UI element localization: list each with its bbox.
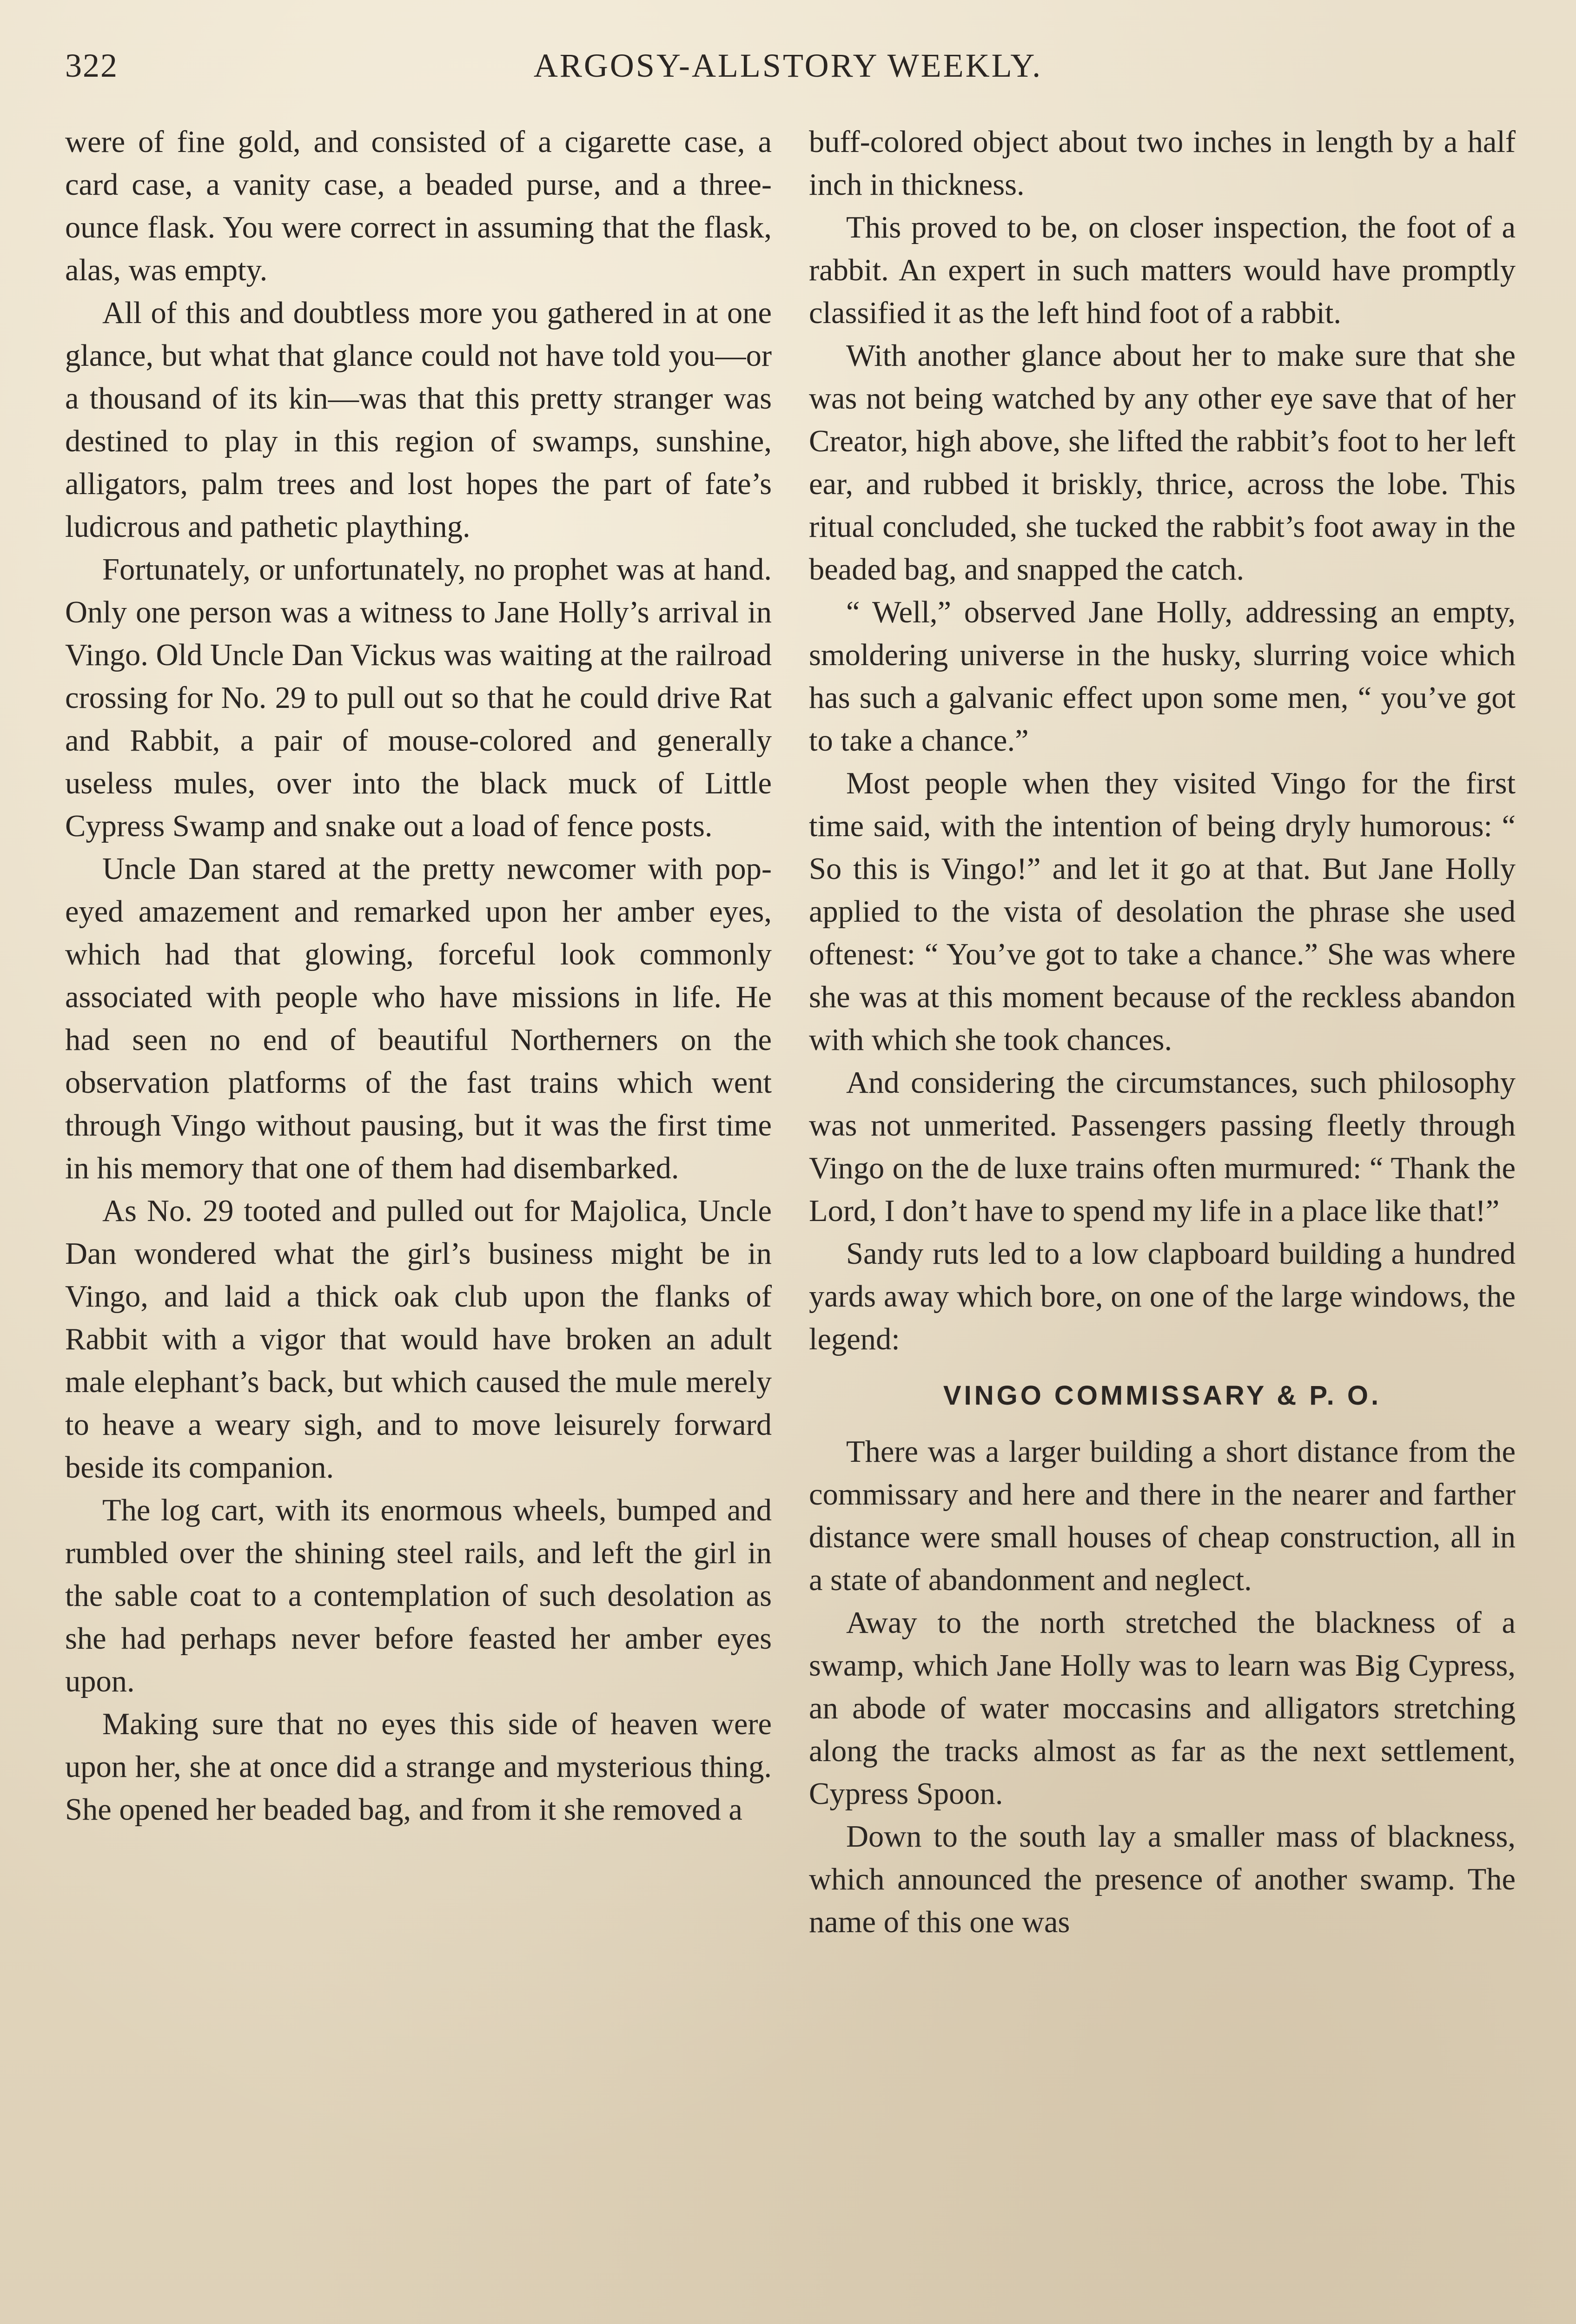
paragraph: Uncle Dan stared at the pretty newcomer with pop-eyed amazement and remarked upon her amber eyes, which had that glowing, forceful look commonly associated with people who have missions in life. He had seen no end of beautiful Northerners on the observation platforms of the fast trains which went through Vingo without pausing, but it was the first time in his memory that one of them had disembarked. <box>65 852 772 1185</box>
paragraph: Making sure that no eyes this side of heaven were upon her, she at once did a strange and mysterious thing. She opened her beaded bag, and from it she removed a <box>65 1707 772 1827</box>
paragraph: “ Well,” observed Jane Holly, addressing an empty, smoldering universe in the husky, slurring voice which has such a galvanic effect upon some men, “ you’ve got to take a chance.” <box>809 595 1516 758</box>
paragraph: With another glance about her to make sure that she was not being watched by any other eye save that of her Creator, high above, she lifted the rabbit’s foot to her left ear, and rubbed it briskly, thrice, across the lobe. This ritual concluded, she tucked the rabbit’s foot away in the beaded bag, and snapped the catch. <box>809 339 1516 587</box>
running-head-title: ARGOSY-ALLSTORY WEEKLY. <box>533 47 1043 84</box>
paragraph: There was a larger building a short distance from the commissary and here and there in the nearer and farther distance were small houses of cheap construction, all in a state of abandonment and neglect. <box>809 1435 1516 1597</box>
left-column <box>65 121 772 1831</box>
paragraph: All of this and doubtless more you gathered in at one glance, but what that glance could not have told you—or a thousand of its kin—was that this pretty stranger was destined to play in this region of swamps, sunshine, alligators, palm trees and lost hopes the part of fate’s ludicrous and pathetic plaything. <box>65 296 772 544</box>
paragraph: Fortunately, or unfortunately, no prophet was at hand. Only one person was a witness to Jane Holly’s arrival in Vingo. Old Uncle Dan Vickus was waiting at the railroad crossing for No. 29 to pull out so that he could drive Rat and Rabbit, a pair of mouse-colored and generally useless mules, over into the black muck of Little Cypress Swamp and snake out a load of fence posts. <box>65 553 772 843</box>
paragraph: Away to the north stretched the blackness of a swamp, which Jane Holly was to learn was Big Cypress, an abode of water moccasins and alligators stretching along the tracks almost as far as the next settlement, Cypress Spoon. <box>809 1606 1516 1811</box>
paragraph: Sandy ruts led to a low clapboard building a hundred yards away which bore, on one of the large windows, the legend: <box>809 1237 1516 1356</box>
paragraph: As No. 29 tooted and pulled out for Majolica, Uncle Dan wondered what the girl’s business might be in Vingo, and laid a thick oak club upon the flanks of Rabbit with a vigor that would have broken an adult male elephant’s back, but which caused the mule merely to heave a weary sigh, and to move leisurely forward beside its companion. <box>65 1194 772 1485</box>
sign-legend: VINGO COMMISSARY & P. O. <box>943 1380 1382 1411</box>
paragraph: Most people when they visited Vingo for the first time said, with the intention of being dryly humorous: “ So this is Vingo!” and let it go at that. But Jane Holly applied to the vista of desolation the phrase she used oftenest: “ You’ve got to take a chance.” She was where she was at this moment because of the reckless abandon with which she took chances. <box>809 766 1516 1057</box>
paragraph: were of fine gold, and consisted of a cigarette case, a card case, a vanity case, a beaded purse, and a three-ounce flask. You were correct in assuming that the flask, alas, was empty. <box>65 125 772 287</box>
paragraph: The log cart, with its enormous wheels, bumped and rumbled over the shining steel rails, and left the girl in the sable coat to a contemplation of such desolation as she had perhaps never before feasted her amber eyes upon. <box>65 1493 772 1698</box>
paragraph: And considering the circumstances, such philosophy was not unmerited. Passengers passing fleetly through Vingo on the de luxe trains often murmured: “ Thank the Lord, I don’t have to spend my life in a place like that!” <box>809 1066 1516 1228</box>
paragraph: buff-colored object about two inches in length by a half inch in thickness. <box>809 125 1516 202</box>
right-column <box>809 121 1516 1944</box>
paragraph: Down to the south lay a smaller mass of blackness, which announced the presence of another swamp. The name of this one was <box>809 1820 1516 1939</box>
paragraph: This proved to be, on closer inspection, the foot of a rabbit. An expert in such matters would have promptly classified it as the left hind foot of a rabbit. <box>809 211 1516 330</box>
page-number: 322 <box>65 47 118 84</box>
